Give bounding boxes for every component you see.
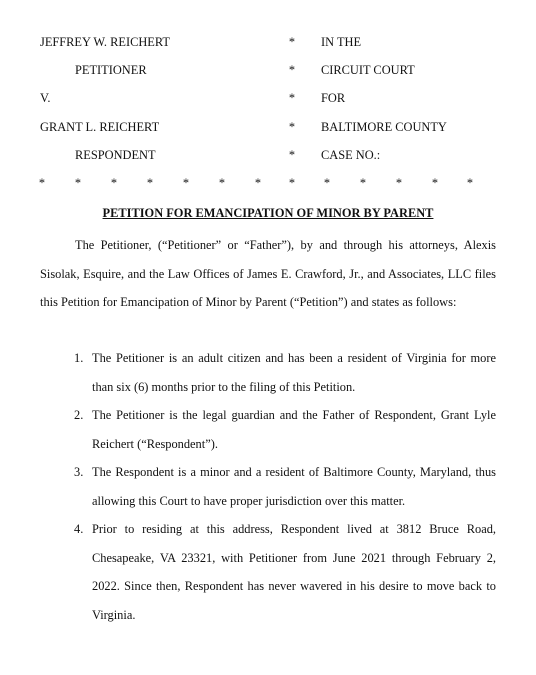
- separator-star: *: [38, 176, 46, 190]
- caption-case-number-label: CASE NO.:: [321, 148, 381, 162]
- numbered-allegations: [40, 344, 496, 629]
- caption-row-petitioner-name: [0, 33, 536, 51]
- list-item: [40, 458, 496, 515]
- caption-row-respondent-role: [0, 146, 536, 164]
- separator-star: *: [288, 176, 296, 190]
- caption-star: *: [288, 148, 296, 162]
- item-number: 4.: [74, 522, 84, 536]
- caption-court-text: CIRCUIT COURT: [321, 63, 415, 77]
- separator-star: *: [359, 176, 367, 190]
- caption-court-text: FOR: [321, 91, 346, 105]
- intro-paragraph: The Petitioner, (“Petitioner” or “Father”), by and through his attorneys, Alexis Sisolak, Esquire, and the Law Offices of James E. Crawford, Jr., and Associates, LLC files this Petition for Emancipation of Minor by Parent (“Petition”) and states as follows:: [40, 238, 496, 309]
- separator-star: *: [466, 176, 474, 190]
- caption-party-role: RESPONDENT: [75, 148, 156, 162]
- separator-star: *: [218, 176, 226, 190]
- separator-star: *: [431, 176, 439, 190]
- item-number: 2.: [74, 408, 84, 422]
- separator-star: *: [74, 176, 82, 190]
- caption-row-respondent-name: [0, 118, 536, 136]
- separator-star: *: [182, 176, 190, 190]
- caption-versus: V.: [40, 91, 51, 105]
- item-number: 1.: [74, 351, 84, 365]
- document-title: PETITION FOR EMANCIPATION OF MINOR BY PARENT: [102, 206, 434, 220]
- item-text: Prior to residing at this address, Respondent lived at 3812 Bruce Road, Chesapeake, VA 23321, with Petitioner from June 2021 through February 2, 2022. Since then, Respondent has never wavered in his desire to move back to Virginia.: [92, 522, 496, 622]
- caption-court-text: BALTIMORE COUNTY: [321, 120, 447, 134]
- separator-star: *: [323, 176, 331, 190]
- caption-star: *: [288, 91, 296, 105]
- item-text: The Petitioner is the legal guardian and the Father of Respondent, Grant Lyle Reichert (“Respondent”).: [92, 408, 496, 451]
- caption-row-versus: [0, 89, 536, 107]
- item-number: 3.: [74, 465, 84, 479]
- caption-party-name: GRANT L. REICHERT: [40, 120, 160, 134]
- separator-star: *: [395, 176, 403, 190]
- list-item: [40, 515, 496, 629]
- item-text: The Petitioner is an adult citizen and has been a resident of Virginia for more than six (6) months prior to the filing of this Petition.: [92, 351, 496, 394]
- list-item: [40, 401, 496, 458]
- caption-row-petitioner-role: [0, 61, 536, 79]
- item-text: The Respondent is a minor and a resident of Baltimore County, Maryland, thus allowing this Court to have proper jurisdiction over this matter.: [92, 465, 496, 508]
- separator-star: *: [254, 176, 262, 190]
- caption-separator: [0, 174, 536, 192]
- caption-party-name: JEFFREY W. REICHERT: [40, 35, 170, 49]
- caption-court-text: IN THE: [321, 35, 362, 49]
- caption-star: *: [288, 35, 296, 49]
- caption-star: *: [288, 63, 296, 77]
- separator-star: *: [110, 176, 118, 190]
- list-item: [40, 344, 496, 401]
- caption-party-role: PETITIONER: [75, 63, 147, 77]
- separator-star: *: [146, 176, 154, 190]
- caption-star: *: [288, 120, 296, 134]
